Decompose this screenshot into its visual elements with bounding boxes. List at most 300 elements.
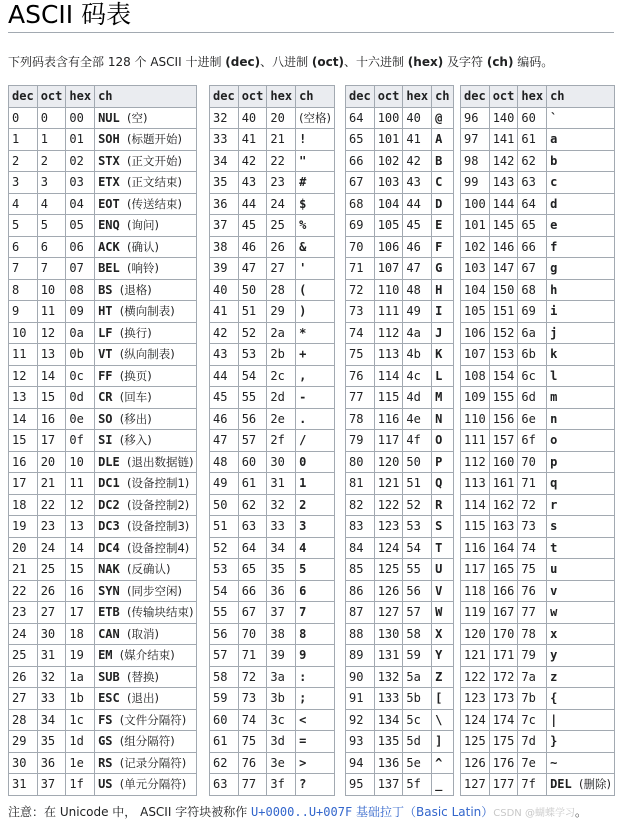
ch-cell [547, 602, 615, 624]
oct-cell: 33 [37, 688, 66, 710]
char-symbol: ; [299, 691, 307, 706]
oct-cell: 112 [374, 322, 403, 344]
oct-cell: 23 [37, 516, 66, 538]
char-symbol: BEL [98, 261, 120, 276]
oct-cell: 117 [374, 430, 403, 452]
table-row [9, 580, 197, 602]
table-row [210, 494, 335, 516]
table-row [461, 645, 615, 667]
oct-cell: 126 [374, 580, 403, 602]
hex-cell: 60 [518, 107, 547, 129]
oct-cell: 106 [374, 236, 403, 258]
hex-cell: 17 [66, 602, 95, 624]
hex-cell: 68 [518, 279, 547, 301]
hex-cell: 47 [403, 258, 432, 280]
ch-cell [95, 236, 197, 258]
table-row [210, 688, 335, 710]
oct-cell: 172 [489, 666, 518, 688]
hex-cell: 3a [267, 666, 296, 688]
oct-cell: 152 [489, 322, 518, 344]
dec-cell: 119 [461, 602, 490, 624]
char-symbol: _ [435, 777, 443, 792]
dec-cell: 97 [461, 129, 490, 151]
table-row [346, 387, 454, 409]
dec-cell: 61 [210, 731, 239, 753]
dec-cell: 72 [346, 279, 375, 301]
hex-cell: 11 [66, 473, 95, 495]
hex-cell: 6f [518, 430, 547, 452]
table-row [9, 258, 197, 280]
oct-cell: 14 [37, 365, 66, 387]
ch-cell [296, 387, 335, 409]
char-symbol: q [550, 476, 558, 491]
hex-cell: 4e [403, 408, 432, 430]
oct-cell: 17 [37, 430, 66, 452]
ch-cell [432, 236, 453, 258]
dec-cell: 92 [346, 709, 375, 731]
hex-cell: 48 [403, 279, 432, 301]
char-symbol: 5 [299, 562, 307, 577]
table-row [210, 387, 335, 409]
char-symbol: * [299, 325, 307, 340]
char-description: (退出) [126, 691, 159, 706]
dec-cell: 115 [461, 516, 490, 538]
ch-cell [547, 559, 615, 581]
oct-cell: 0 [37, 107, 66, 129]
oct-cell: 162 [489, 494, 518, 516]
ch-cell [432, 623, 453, 645]
char-symbol: N [435, 411, 443, 426]
char-description: (正文开始) [126, 153, 182, 168]
table-row [346, 129, 454, 151]
table-row [461, 365, 615, 387]
dec-cell: 10 [9, 322, 38, 344]
char-symbol: BS [98, 282, 113, 297]
unicode-range-link[interactable]: U+0000..U+007F [251, 805, 353, 819]
dec-cell: 113 [461, 473, 490, 495]
dec-cell: 66 [346, 150, 375, 172]
hex-cell: 3e [267, 752, 296, 774]
dec-cell: 28 [9, 709, 38, 731]
dec-cell: 36 [210, 193, 239, 215]
char-symbol: 1 [299, 476, 307, 491]
hex-cell: 4b [403, 344, 432, 366]
char-symbol: SO [98, 411, 113, 426]
hex-cell: 32 [267, 494, 296, 516]
ascii-tables [8, 85, 618, 795]
char-description: (文件分隔符) [119, 712, 187, 727]
char-symbol: t [550, 540, 558, 555]
ch-cell [95, 451, 197, 473]
hex-cell: 38 [267, 623, 296, 645]
hex-cell: 2f [267, 430, 296, 452]
oct-cell: 103 [374, 172, 403, 194]
ch-cell [296, 645, 335, 667]
table-row [346, 645, 454, 667]
hex-cell: 10 [66, 451, 95, 473]
oct-cell: 67 [238, 602, 267, 624]
hex-cell: 59 [403, 645, 432, 667]
dec-cell: 59 [210, 688, 239, 710]
ch-cell [432, 193, 453, 215]
table-row [346, 752, 454, 774]
char-symbol: e [550, 218, 558, 233]
table-row [461, 258, 615, 280]
table-row [346, 430, 454, 452]
dec-cell: 44 [210, 365, 239, 387]
dec-cell: 107 [461, 344, 490, 366]
table-row [210, 322, 335, 344]
table-row [346, 494, 454, 516]
dec-cell: 80 [346, 451, 375, 473]
ch-cell [95, 666, 197, 688]
basic-latin-link[interactable]: 基础拉丁（Basic Latin） [352, 805, 494, 819]
dec-cell: 79 [346, 430, 375, 452]
ch-cell [432, 279, 453, 301]
ch-cell [547, 408, 615, 430]
dec-cell: 117 [461, 559, 490, 581]
char-symbol: J [435, 325, 443, 340]
oct-cell: 13 [37, 344, 66, 366]
ascii-table-96-127 [460, 85, 615, 796]
ch-cell [95, 258, 197, 280]
ch-cell [95, 731, 197, 753]
ch-cell [432, 537, 453, 559]
oct-cell: 74 [238, 709, 267, 731]
char-symbol: ETX [98, 175, 120, 190]
ch-cell [296, 666, 335, 688]
ch-cell [95, 494, 197, 516]
hex-cell: 16 [66, 580, 95, 602]
oct-cell: 132 [374, 666, 403, 688]
hex-cell: 43 [403, 172, 432, 194]
ch-cell [95, 193, 197, 215]
oct-cell: 131 [374, 645, 403, 667]
table-row [210, 473, 335, 495]
oct-cell: 50 [238, 279, 267, 301]
oct-cell: 24 [37, 537, 66, 559]
ch-cell [296, 172, 335, 194]
table-row [461, 408, 615, 430]
dec-cell: 94 [346, 752, 375, 774]
dec-cell: 15 [9, 430, 38, 452]
table-row [9, 344, 197, 366]
hex-cell: 6b [518, 344, 547, 366]
table-row [9, 279, 197, 301]
oct-cell: 140 [489, 107, 518, 129]
char-description: (删除) [578, 777, 611, 792]
char-symbol: K [435, 347, 443, 362]
char-symbol: P [435, 454, 443, 469]
table-row [210, 645, 335, 667]
dec-cell: 69 [346, 215, 375, 237]
char-symbol: b [550, 153, 558, 168]
char-symbol: d [550, 196, 558, 211]
char-symbol: ESC [98, 691, 120, 706]
dec-cell: 83 [346, 516, 375, 538]
hex-cell: 1d [66, 731, 95, 753]
ch-cell [432, 129, 453, 151]
table-row [461, 537, 615, 559]
char-symbol: f [550, 239, 558, 254]
char-symbol: HT [98, 304, 113, 319]
column-header-dec: dec [461, 86, 490, 108]
char-description: (同步空闲) [126, 583, 182, 598]
dec-cell: 14 [9, 408, 38, 430]
table-row [461, 602, 615, 624]
table-row [346, 709, 454, 731]
hex-cell: 18 [66, 623, 95, 645]
hex-cell: 41 [403, 129, 432, 151]
hex-cell: 46 [403, 236, 432, 258]
dec-cell: 39 [210, 258, 239, 280]
char-symbol: B [435, 153, 443, 168]
char-symbol: v [550, 583, 558, 598]
hex-cell: 3b [267, 688, 296, 710]
hex-cell: 56 [403, 580, 432, 602]
table-row [210, 666, 335, 688]
oct-cell: 153 [489, 344, 518, 366]
ch-cell [547, 752, 615, 774]
ch-cell [547, 731, 615, 753]
hex-cell: 0e [66, 408, 95, 430]
char-symbol: g [550, 261, 558, 276]
dec-cell: 53 [210, 559, 239, 581]
hex-cell: 01 [66, 129, 95, 151]
table-row [9, 516, 197, 538]
ch-cell [432, 752, 453, 774]
hex-cell: 23 [267, 172, 296, 194]
table-row [210, 150, 335, 172]
char-symbol: US [98, 777, 113, 792]
dec-cell: 55 [210, 602, 239, 624]
char-symbol: ' [299, 261, 307, 276]
ch-cell [296, 193, 335, 215]
dec-cell: 43 [210, 344, 239, 366]
oct-cell: 114 [374, 365, 403, 387]
table-row [461, 688, 615, 710]
dec-cell: 41 [210, 301, 239, 323]
char-symbol: F [435, 239, 443, 254]
oct-cell: 113 [374, 344, 403, 366]
hex-cell: 2a [267, 322, 296, 344]
dec-cell: 9 [9, 301, 38, 323]
ch-cell [296, 623, 335, 645]
hex-cell: 33 [267, 516, 296, 538]
hex-cell: 63 [518, 172, 547, 194]
char-description: (移入) [119, 433, 152, 448]
table-row [346, 602, 454, 624]
char-description: (退出数据链) [126, 454, 194, 469]
ascii-table-32-63 [209, 85, 335, 796]
dec-cell: 51 [210, 516, 239, 538]
dec-cell: 12 [9, 365, 38, 387]
ch-cell [547, 172, 615, 194]
oct-cell: 123 [374, 516, 403, 538]
hex-cell: 07 [66, 258, 95, 280]
char-symbol: SUB [98, 669, 120, 684]
table-header-row [346, 86, 454, 108]
char-symbol: } [550, 734, 558, 749]
dec-cell: 89 [346, 645, 375, 667]
char-description: (组分隔符) [119, 734, 175, 749]
table-row [210, 107, 335, 129]
char-symbol: / [299, 433, 307, 448]
char-symbol: SI [98, 433, 113, 448]
ch-cell [547, 494, 615, 516]
hex-cell: 34 [267, 537, 296, 559]
char-description: (响铃) [126, 261, 159, 276]
dec-cell: 30 [9, 752, 38, 774]
table-row [461, 709, 615, 731]
dec-cell: 126 [461, 752, 490, 774]
oct-cell: 154 [489, 365, 518, 387]
table-row [9, 688, 197, 710]
hex-cell: 52 [403, 494, 432, 516]
table-row [461, 516, 615, 538]
char-symbol: FF [98, 368, 113, 383]
oct-cell: 2 [37, 150, 66, 172]
dec-cell: 19 [9, 516, 38, 538]
char-symbol: ^ [435, 755, 443, 770]
dec-cell: 100 [461, 193, 490, 215]
char-symbol: GS [98, 734, 113, 749]
table-row [461, 494, 615, 516]
char-symbol: [ [435, 691, 443, 706]
ch-cell [95, 623, 197, 645]
column-header-oct: oct [37, 86, 66, 108]
oct-cell: 42 [238, 150, 267, 172]
dec-cell: 50 [210, 494, 239, 516]
oct-cell: 5 [37, 215, 66, 237]
ch-cell [547, 215, 615, 237]
dec-cell: 127 [461, 774, 490, 796]
dec-cell: 111 [461, 430, 490, 452]
oct-cell: 16 [37, 408, 66, 430]
char-symbol: V [435, 583, 443, 598]
oct-cell: 125 [374, 559, 403, 581]
column-header-ch: ch [296, 86, 335, 108]
oct-cell: 21 [37, 473, 66, 495]
char-symbol: ? [299, 777, 307, 792]
table-row [210, 559, 335, 581]
table-row [461, 236, 615, 258]
dec-cell: 102 [461, 236, 490, 258]
table-row [346, 193, 454, 215]
ch-cell [95, 430, 197, 452]
table-row [9, 473, 197, 495]
table-row [210, 172, 335, 194]
dec-cell: 91 [346, 688, 375, 710]
ch-cell [296, 258, 335, 280]
dec-cell: 46 [210, 408, 239, 430]
table-row [346, 236, 454, 258]
ch-cell [432, 709, 453, 731]
table-row [461, 387, 615, 409]
table-row [9, 215, 197, 237]
table-row [461, 731, 615, 753]
ch-cell [547, 451, 615, 473]
char-symbol: j [550, 325, 558, 340]
oct-cell: 6 [37, 236, 66, 258]
table-row [346, 688, 454, 710]
table-row [461, 172, 615, 194]
ch-cell [432, 172, 453, 194]
table-row [461, 623, 615, 645]
char-symbol: W [435, 605, 443, 620]
hex-cell: 76 [518, 580, 547, 602]
intro-text [8, 53, 614, 71]
hex-cell: 69 [518, 301, 547, 323]
hex-cell: 14 [66, 537, 95, 559]
char-description: (纵向制表) [119, 347, 175, 362]
char-symbol: < [299, 712, 307, 727]
dec-cell: 108 [461, 365, 490, 387]
hex-cell: 06 [66, 236, 95, 258]
ch-cell [95, 752, 197, 774]
char-symbol: Q [435, 476, 443, 491]
intro-sep1: 、八进制 [260, 55, 312, 69]
hex-cell: 44 [403, 193, 432, 215]
table-row [461, 301, 615, 323]
oct-cell: 3 [37, 172, 66, 194]
dec-cell: 35 [210, 172, 239, 194]
table-row [346, 623, 454, 645]
oct-cell: 55 [238, 387, 267, 409]
oct-cell: 4 [37, 193, 66, 215]
hex-cell: 25 [267, 215, 296, 237]
oct-cell: 56 [238, 408, 267, 430]
dec-cell: 3 [9, 172, 38, 194]
hex-cell: 2d [267, 387, 296, 409]
oct-cell: 176 [489, 752, 518, 774]
oct-cell: 127 [374, 602, 403, 624]
ch-cell [95, 688, 197, 710]
oct-cell: 77 [238, 774, 267, 796]
oct-cell: 146 [489, 236, 518, 258]
char-symbol: $ [299, 196, 307, 211]
ch-cell [95, 537, 197, 559]
dec-cell: 120 [461, 623, 490, 645]
table-row [9, 387, 197, 409]
dec-cell: 57 [210, 645, 239, 667]
hex-cell: 6c [518, 365, 547, 387]
char-description: (记录分隔符) [119, 755, 187, 770]
ch-cell [547, 774, 615, 796]
table-row [346, 473, 454, 495]
table-row [346, 580, 454, 602]
char-symbol: " [299, 153, 307, 168]
oct-cell: 76 [238, 752, 267, 774]
dec-cell: 2 [9, 150, 38, 172]
char-description: (退格) [119, 282, 152, 297]
hex-cell: 77 [518, 602, 547, 624]
ch-cell [547, 387, 615, 409]
column-header-hex: hex [518, 86, 547, 108]
column-header-ch: ch [95, 86, 197, 108]
table-row [9, 322, 197, 344]
ch-cell [95, 279, 197, 301]
char-symbol: I [435, 304, 443, 319]
char-description: (正文结束) [126, 175, 182, 190]
dec-cell: 8 [9, 279, 38, 301]
dec-cell: 17 [9, 473, 38, 495]
dec-cell: 26 [9, 666, 38, 688]
table-row [9, 645, 197, 667]
dec-cell: 105 [461, 301, 490, 323]
ch-cell [296, 365, 335, 387]
hex-cell: 45 [403, 215, 432, 237]
